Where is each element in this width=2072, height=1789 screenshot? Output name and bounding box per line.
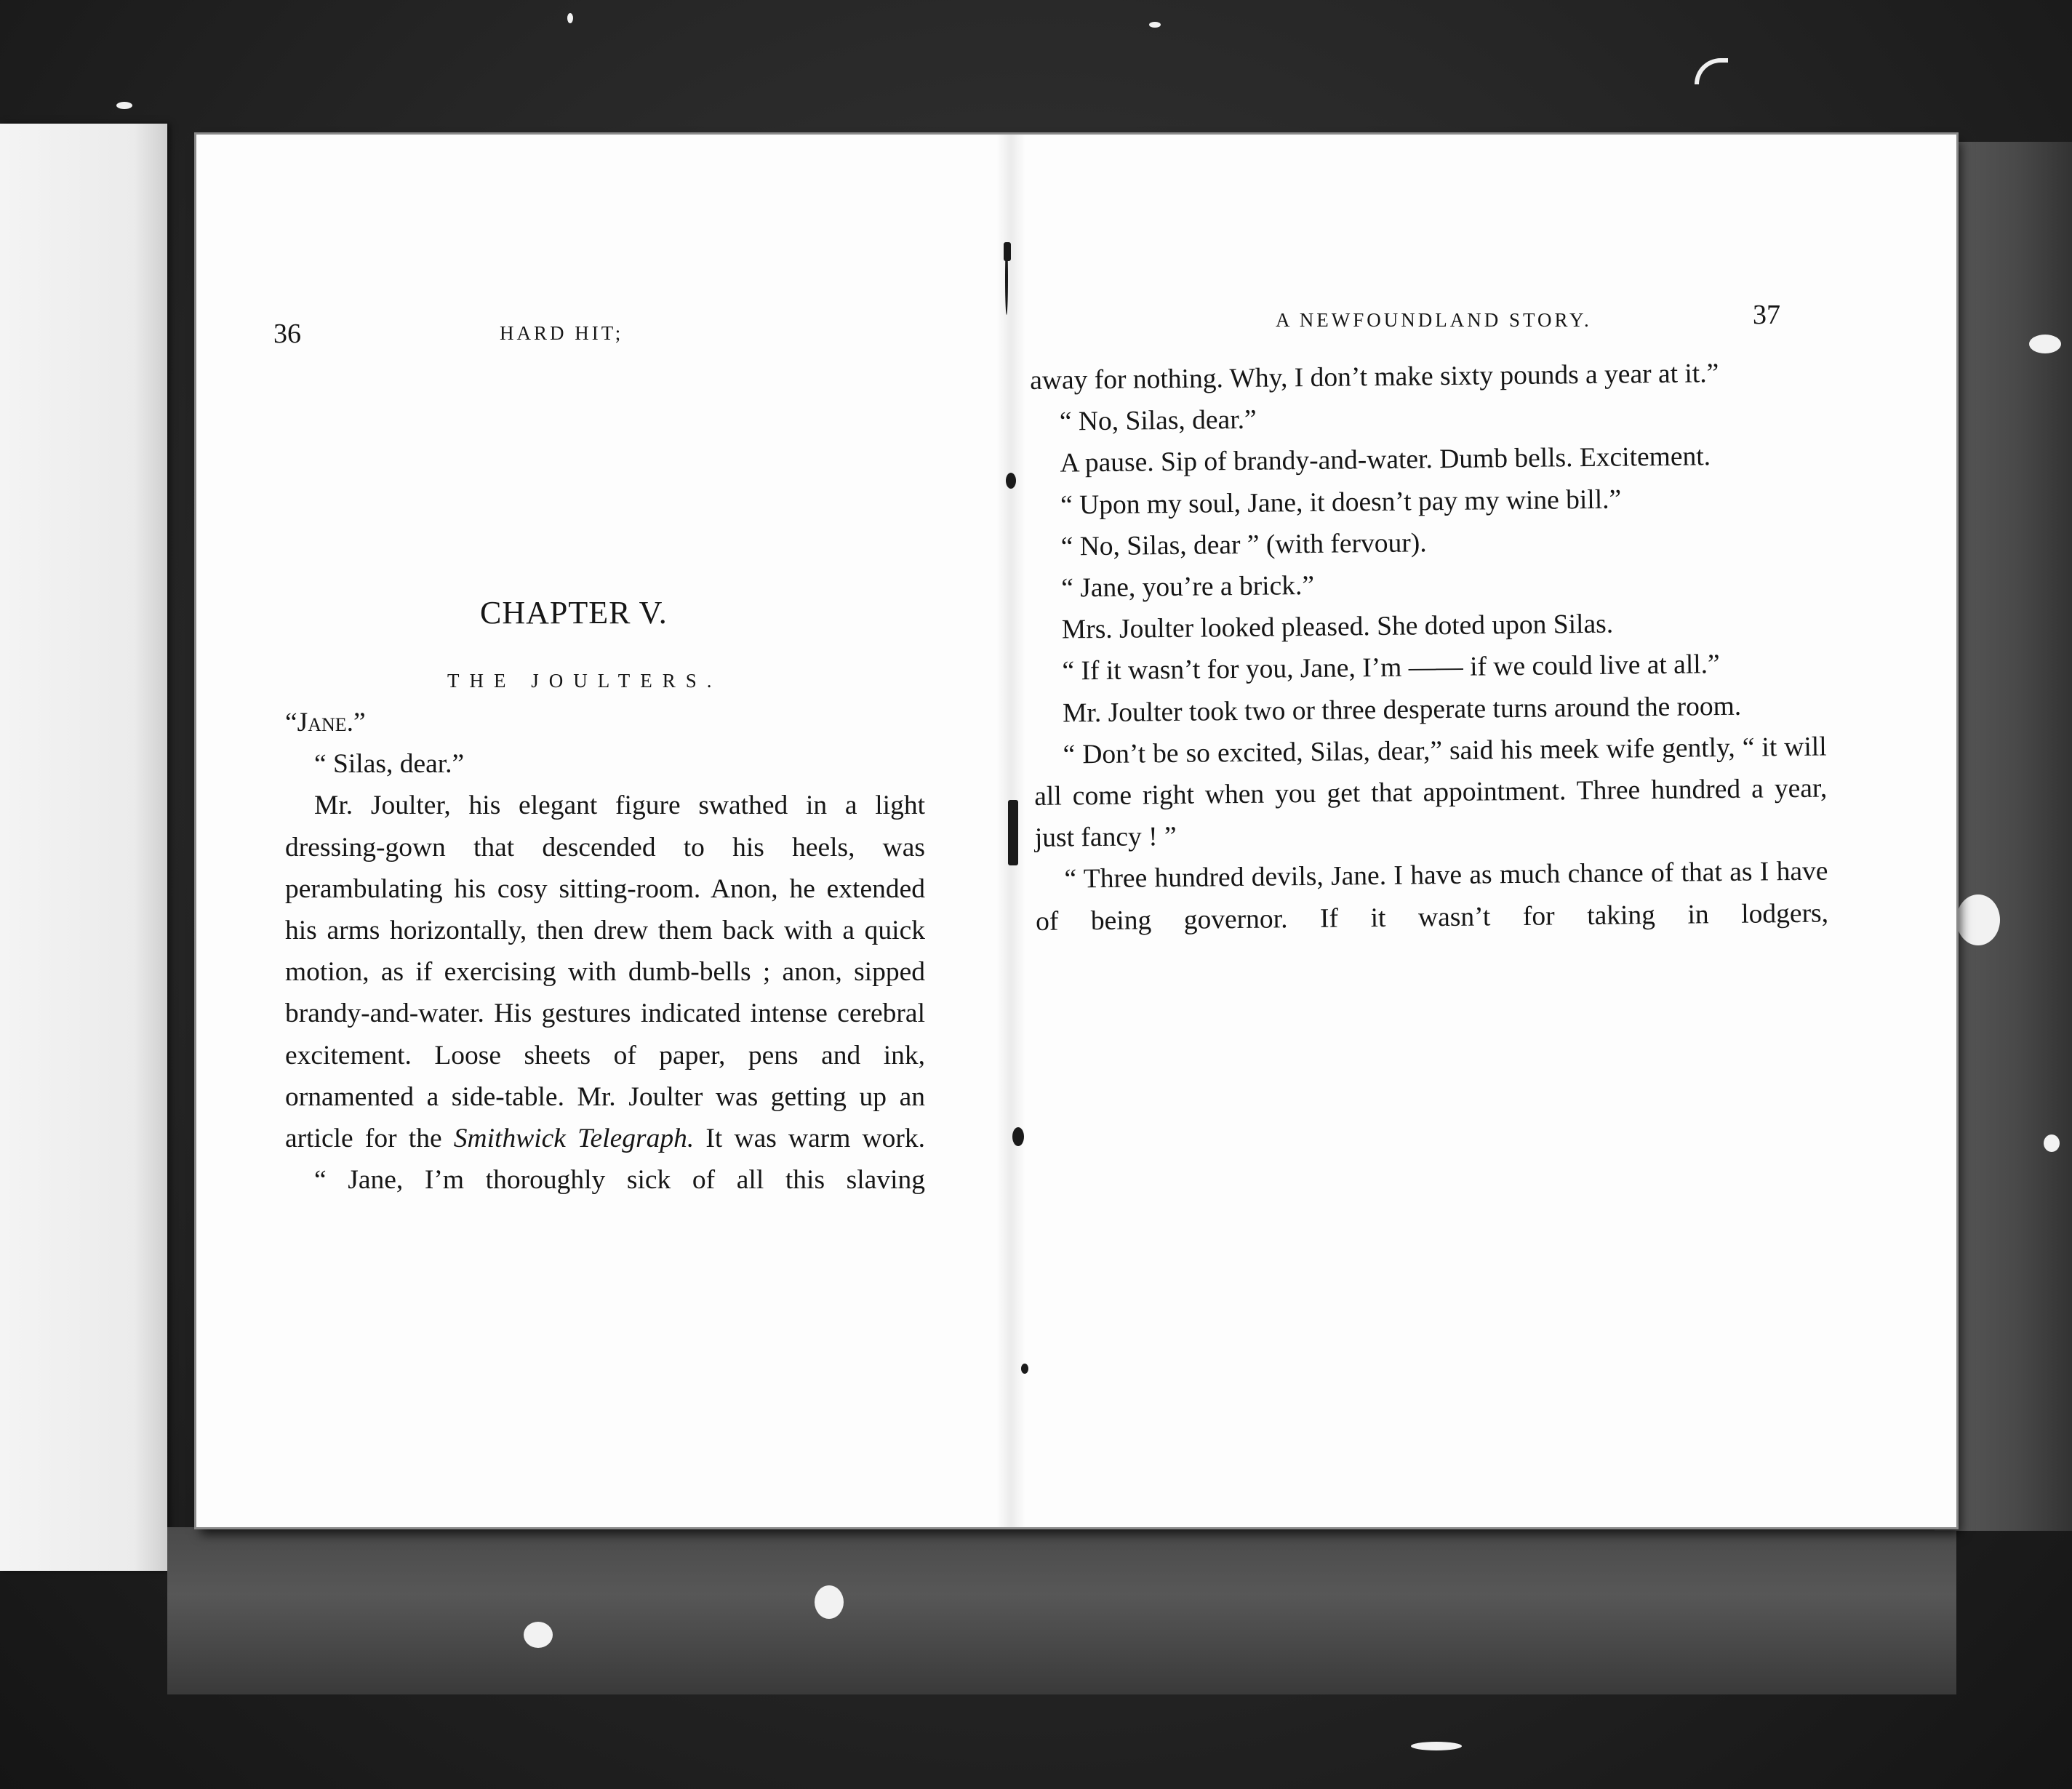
- chapter-title: CHAPTER V.: [480, 595, 668, 631]
- dust-speck: [1956, 895, 2000, 945]
- dust-speck: [2029, 335, 2061, 353]
- facing-page-edge: [0, 124, 167, 1571]
- gutter-mark: [1005, 242, 1008, 315]
- dust-speck: [567, 13, 573, 23]
- dialogue-paragraph: “ Upon my soul, Jane, it doesn’t pay my wine bill.”: [1060, 484, 1622, 521]
- newspaper-title: Smithwick Telegraph.: [453, 1124, 695, 1154]
- right-page-text: [1030, 352, 1828, 942]
- narrative-paragraph: [285, 785, 925, 1159]
- dust-speck: [1695, 58, 1728, 84]
- right-page: [1025, 135, 1956, 1527]
- dialogue-paragraph: “ If it wasn’t for you, Jane, I’m —— if we could live at all.”: [1062, 649, 1720, 687]
- chapter-subtitle: THE JOULTERS.: [447, 670, 722, 692]
- dust-speck: [815, 1585, 844, 1619]
- narrative-paragraph: A pause. Sip of brandy-and-water. Dumb bells. Excitement.: [1060, 441, 1711, 479]
- gutter-mark: [1006, 473, 1016, 489]
- dialogue-paragraph: “ Jane, you’re a brick.”: [1061, 570, 1315, 604]
- running-head: A NEWFOUNDLAND STORY.: [1276, 309, 1592, 331]
- left-page: [196, 135, 1004, 1527]
- narrative-text: It was warm work.: [705, 1124, 925, 1154]
- narrative-paragraph: Mrs. Joulter looked pleased. She doted upon Silas.: [1061, 609, 1614, 645]
- dialogue-paragraph: “ Don’t be so excited, Silas, dear,” said his meek wife gently, “ it will all come right when you get that appointment. Three hundred a year, just fancy ! ”: [1034, 732, 1828, 854]
- dialogue-paragraph: “ No, Silas, dear.”: [1059, 404, 1257, 437]
- page-number: 37: [1753, 300, 1780, 330]
- dialogue-paragraph: “ Silas, dear.”: [314, 749, 465, 780]
- dialogue-paragraph: “ No, Silas, dear ” (with fervour).: [1060, 528, 1427, 562]
- dust-speck: [116, 102, 132, 109]
- narrative-paragraph: away for nothing. Why, I don’t make sixty pounds a year at it.”: [1030, 359, 1719, 396]
- dialogue-paragraph: “Jane.”: [285, 708, 366, 737]
- running-head: HARD HIT;: [500, 322, 624, 344]
- open-book: [196, 135, 1956, 1527]
- left-page-text: [285, 702, 925, 1201]
- narrative-text: Mr. Joulter, his elegant figure swathed in a light dressing-gown that descended to his heels, was perambulating his cosy sitting-room. Anon, he extended his arms horizontally, then drew them back with a quick motion, as if exercising with dumb-bells ; anon, sipped brandy-and-water. His gestures indicated intense cerebral excitement. Loose sheets of paper, pens and ink, ornamented a side-table. Mr. Joulter was getting up an article for the: [285, 791, 925, 1154]
- book-board-bottom: [167, 1527, 1956, 1694]
- dialogue-paragraph: “ Jane, I’m thoroughly sick of all this slaving: [314, 1165, 925, 1196]
- dust-speck: [524, 1622, 553, 1648]
- dialogue-paragraph: “ Three hundred devils, Jane. I have as much chance of that as I have of being governor. If it wasn’t for taking in lodgers,: [1035, 856, 1829, 937]
- gutter-mark: [1012, 1127, 1024, 1146]
- page-number: 36: [273, 319, 301, 349]
- gutter-mark: [1008, 800, 1018, 865]
- dust-speck: [1149, 22, 1161, 28]
- dust-speck: [1411, 1742, 1462, 1750]
- narrative-paragraph: Mr. Joulter took two or three desperate turns around the room.: [1062, 691, 1742, 729]
- dust-speck: [2044, 1134, 2060, 1152]
